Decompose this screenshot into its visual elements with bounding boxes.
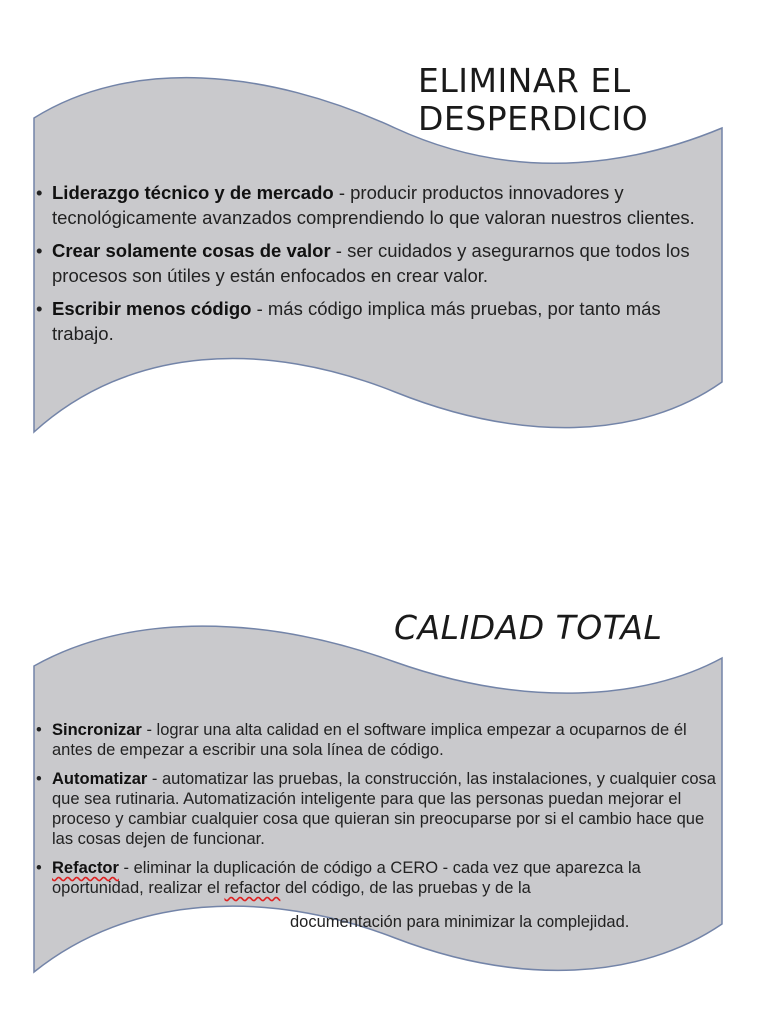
bullet-automatizar — [34, 769, 724, 849]
bullet-text: - automatizar las pruebas, la construcción, las instalaciones, y cualquier cosa que sea rutinaria. Automatización inteligente para que las personas puedan mejorar el proceso y cambiar cualquier cosa que quieran sin preocuparse por si el cambio hace que las cosas dejen de funcionar. — [52, 770, 716, 848]
bullet-term: Sincronizar — [52, 721, 142, 739]
bullet-text: - más código implica más pruebas, por tanto más trabajo. — [52, 298, 661, 344]
bullet-term: Automatizar — [52, 770, 148, 788]
calidad-bullet-list — [34, 720, 724, 907]
bullet-term: Liderazgo técnico y de mercado — [52, 182, 334, 203]
bullet-text: - eliminar la duplicación de código a CERO - cada vez que aparezca la oportunidad, realizar el — [52, 859, 641, 897]
bullet-text: - producir productos innovadores y tecnológicamente avanzados comprendiendo lo que valoran nuestros clientes. — [52, 182, 695, 228]
title-line-1: ELIMINAR EL — [418, 61, 631, 100]
bullet-refactor — [34, 858, 724, 898]
bullet-continuation-line: documentación para minimizar la complejidad. — [290, 913, 630, 931]
spellcheck-word: refactor — [224, 879, 281, 897]
section-title-eliminar-desperdicio — [418, 62, 648, 138]
bullet-sincronizar — [34, 720, 724, 760]
bullet-crear-valor — [34, 238, 714, 288]
bullet-menos-codigo — [34, 296, 714, 346]
bullet-text: - ser cuidados y asegurarnos que todos los procesos son útiles y están enfocados en crear valor. — [52, 240, 690, 286]
bullet-term: Refactor — [52, 859, 119, 877]
desperdicio-bullet-list — [34, 180, 714, 354]
bullet-term: Escribir menos código — [52, 298, 252, 319]
bullet-liderazgo — [34, 180, 714, 230]
section-title-calidad-total: CALIDAD TOTAL — [394, 608, 663, 647]
bullet-text-end: del código, de las pruebas y de la — [280, 879, 531, 897]
title-line-2: DESPERDICIO — [418, 99, 649, 138]
bullet-term: Crear solamente cosas de valor — [52, 240, 331, 261]
bullet-text: - lograr una alta calidad en el software implica empezar a ocuparnos de él antes de empezar a escribir una sola línea de código. — [52, 721, 687, 759]
